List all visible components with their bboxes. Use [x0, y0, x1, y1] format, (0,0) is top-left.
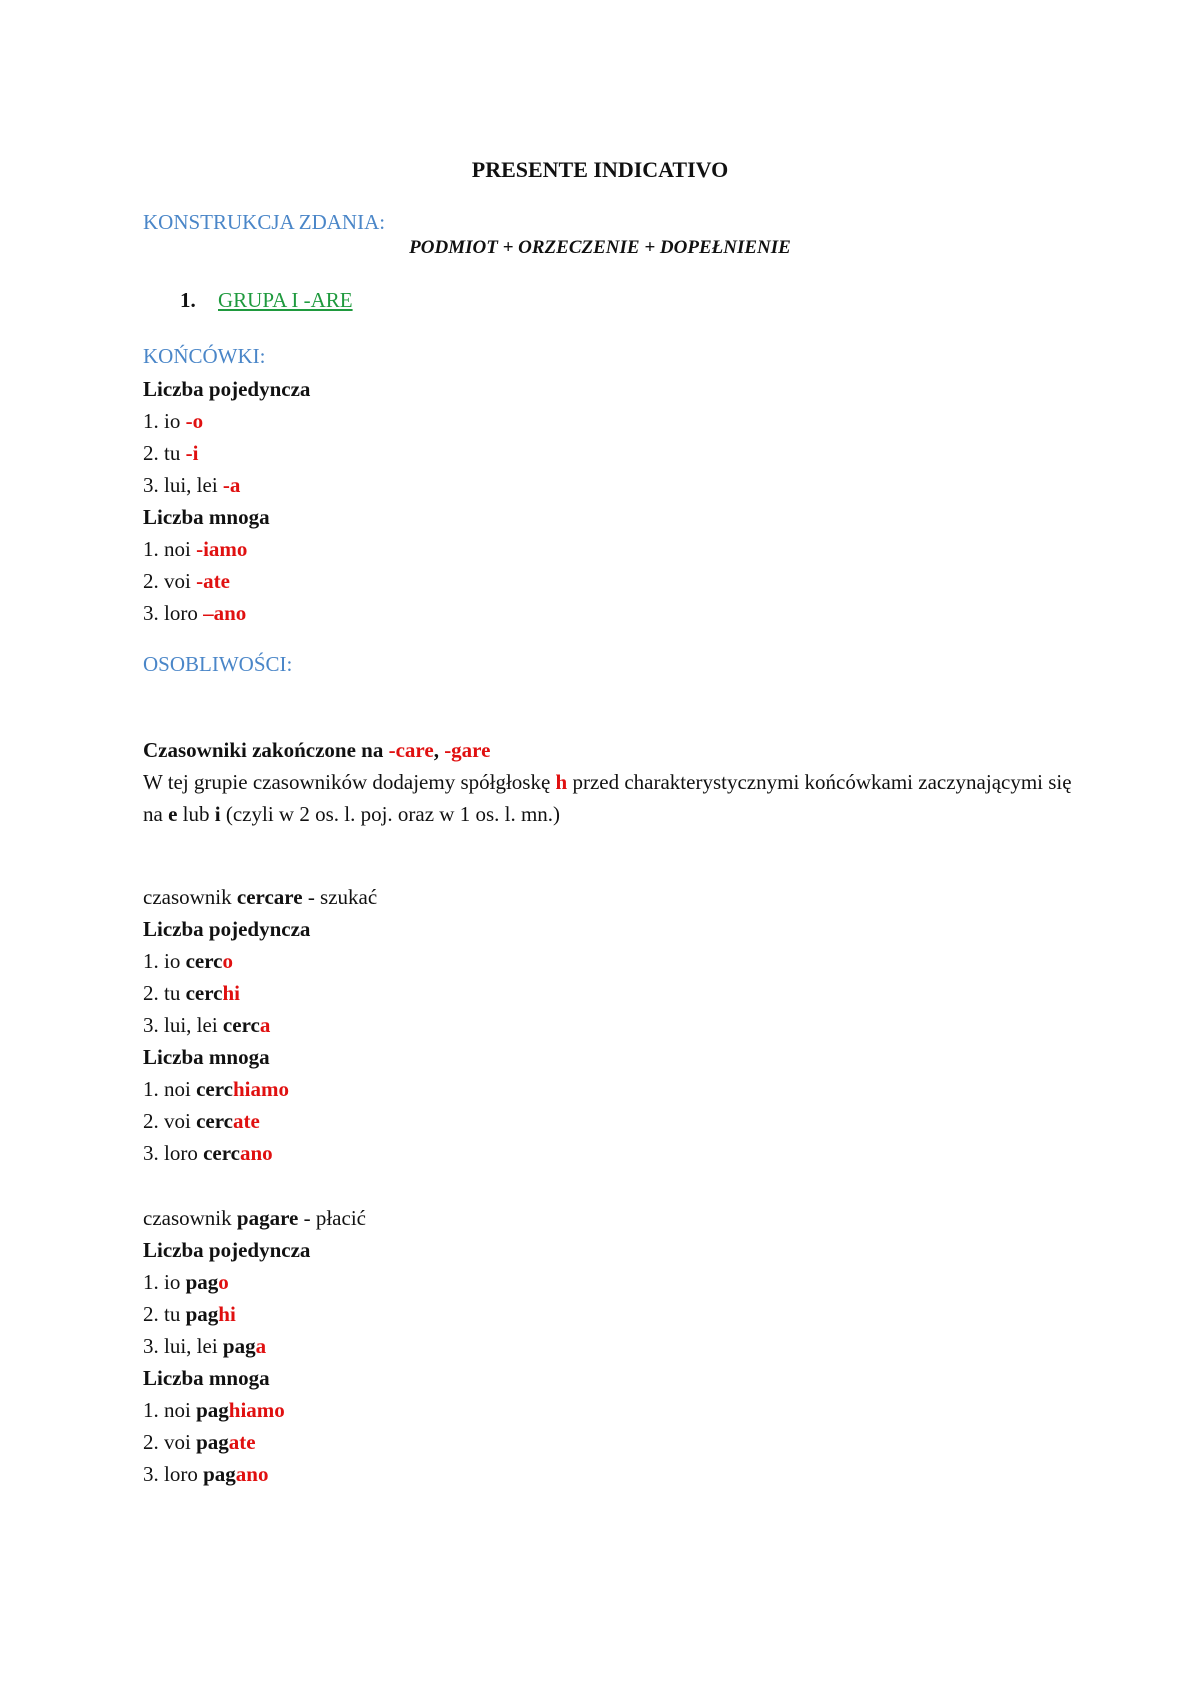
pronoun: 3. lui, lei — [143, 473, 223, 497]
sentence-formula: PODMIOT + ORZECZENIE + DOPEŁNIENIE — [409, 237, 791, 258]
conjugation-row: 3. loro pagano — [143, 1462, 269, 1486]
letter-e: e — [168, 802, 178, 826]
group-list-item — [180, 287, 353, 313]
conjugation-row: 2. voi pagate — [143, 1430, 256, 1454]
ending: -o — [185, 409, 204, 433]
verb-intro: czasownik cercare - szukać — [143, 885, 378, 909]
peculiarities-description: W tej grupie czasowników dodajemy spółgłoskę h przed charakterystycznymi końcówkami zaczynającymi się na e lub i (czyli w 2 os. l. poj. oraz w 1 os. l. mn.) — [143, 770, 1072, 826]
document-title: PRESENTE INDICATIVO — [471, 157, 729, 182]
ending-row — [143, 408, 203, 434]
verb-intro: czasownik pagare - płacić — [143, 1206, 366, 1230]
group-number: 1. — [180, 288, 196, 312]
pronoun: 2. tu — [143, 441, 186, 465]
ending: –ano — [203, 601, 247, 625]
letter-i: i — [214, 802, 221, 826]
construction-heading: KONSTRUKCJA ZDANIA: — [143, 210, 386, 234]
plural-label: Liczba mnoga — [143, 1366, 270, 1390]
conjugation-row: 2. tu cerchi — [143, 981, 241, 1005]
peculiarities-heading: OSOBLIWOŚCI: — [143, 652, 293, 676]
singular-label: Liczba pojedyncza — [143, 1238, 311, 1262]
ending-row — [143, 536, 247, 562]
ending: -a — [222, 473, 241, 497]
pronoun: 3. loro — [143, 601, 204, 625]
conjugation-row: 1. noi cerchiamo — [143, 1077, 290, 1101]
ending: -iamo — [196, 537, 248, 561]
conjugation-row: 3. lui, lei cerca — [143, 1013, 271, 1037]
ending: -ate — [196, 569, 230, 593]
plural-label: Liczba mnoga — [143, 1045, 270, 1069]
ending-row — [143, 568, 230, 594]
pronoun: 2. voi — [143, 569, 197, 593]
conjugation-row: 1. noi paghiamo — [143, 1398, 285, 1422]
suffix-care: -care — [388, 738, 434, 762]
conjugation-row: 3. lui, lei paga — [143, 1334, 267, 1358]
verb-infinitive: cercare — [236, 885, 303, 909]
conjugation-row: 1. io pago — [143, 1270, 229, 1294]
ending-row — [143, 600, 246, 626]
letter-h: h — [555, 770, 568, 794]
ending-row — [143, 440, 198, 466]
pronoun: 1. io — [143, 409, 186, 433]
group-heading-link[interactable]: GRUPA I -ARE — [218, 288, 353, 312]
pronoun: 1. noi — [143, 537, 197, 561]
conjugation-row: 2. tu paghi — [143, 1302, 236, 1326]
singular-label: Liczba pojedyncza — [143, 377, 311, 401]
ending: -i — [185, 441, 199, 465]
conjugation-row: 3. loro cercano — [143, 1141, 273, 1165]
endings-heading: KOŃCÓWKI: — [143, 344, 266, 368]
conjugation-row: 1. io cerco — [143, 949, 233, 973]
suffix-gare: -gare — [444, 738, 491, 762]
peculiarities-subheading: Czasowniki zakończone na -care, -gare — [143, 738, 491, 762]
plural-label: Liczba mnoga — [143, 505, 270, 529]
ending-row — [143, 472, 240, 498]
verb-infinitive: pagare — [236, 1206, 299, 1230]
conjugation-row: 2. voi cercate — [143, 1109, 260, 1133]
singular-label: Liczba pojedyncza — [143, 917, 311, 941]
